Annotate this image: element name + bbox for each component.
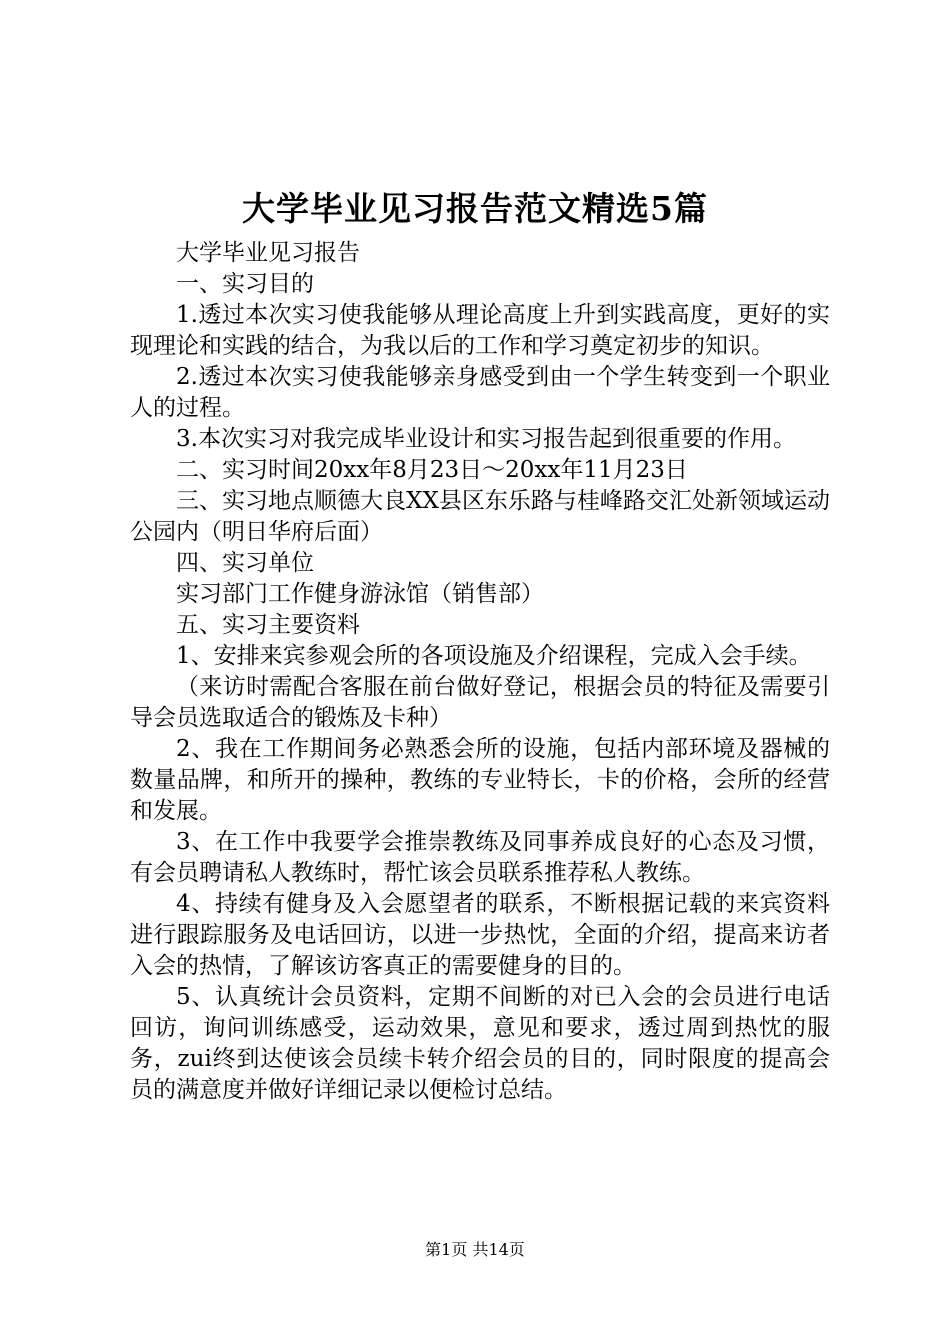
- paragraph: （来访时需配合客服在前台做好登记，根据会员的特征及需要引导会员选取适合的锻炼及卡种）: [130, 674, 830, 731]
- document-body: [130, 238, 830, 1106]
- paragraph-section-1: 一、实习目的: [176, 271, 314, 297]
- paragraph: 1.透过本次实习使我能够从理论高度上升到实践高度，更好的实现理论和实践的结合，为我以后的工作和学习奠定初步的知识。: [130, 302, 830, 359]
- paragraph: 1、安排来宾参观会所的各项设施及介绍课程，完成入会手续。: [176, 643, 812, 669]
- paragraph: 3、在工作中我要学会推崇教练及同事养成良好的心态及习惯，有会员聘请私人教练时，帮忙该会员联系推荐私人教练。: [130, 829, 830, 886]
- page-footer: 第1页 共14页: [425, 1240, 525, 1259]
- document-title: 大学毕业见习报告范文精选5篇: [242, 189, 708, 228]
- paragraph-section-2: 二、实习时间20xx年8月23日～20xx年11月23日: [176, 457, 688, 483]
- paragraph: 2、我在工作期间务必熟悉会所的设施，包括内部环境及器械的数量品牌，和所开的操种，教练的专业特长，卡的价格，会所的经营和发展。: [130, 736, 830, 824]
- paragraph-section-4: 四、实习单位: [176, 550, 314, 576]
- paragraph: 5、认真统计会员资料，定期不间断的对已入会的会员进行电话回访，询问训练感受，运动效果，意见和要求，透过周到热忱的服务，zui终到达使该会员续卡转介绍会员的目的，同时限度的提高会员的满意度并做好详细记录以便检讨总结。: [130, 984, 830, 1103]
- paragraph: 2.透过本次实习使我能够亲身感受到由一个学生转变到一个职业人的过程。: [130, 364, 830, 421]
- paragraph-section-5: 五、实习主要资料: [176, 612, 360, 638]
- paragraph: 4、持续有健身及入会愿望者的联系，不断根据记载的来宾资料进行跟踪服务及电话回访，以进一步热忱，全面的介绍，提高来访者入会的热情，了解该访客真正的需要健身的目的。: [130, 891, 830, 979]
- paragraph: 实习部门工作健身游泳馆（销售部）: [176, 581, 544, 607]
- paragraph-report-heading: 大学毕业见习报告: [176, 240, 360, 266]
- paragraph: 3.本次实习对我完成毕业设计和实习报告起到很重要的作用。: [176, 426, 796, 452]
- paragraph-section-3: 三、实习地点顺德大良XX县区东乐路与桂峰路交汇处新领域运动公园内（明日华府后面）: [130, 488, 830, 545]
